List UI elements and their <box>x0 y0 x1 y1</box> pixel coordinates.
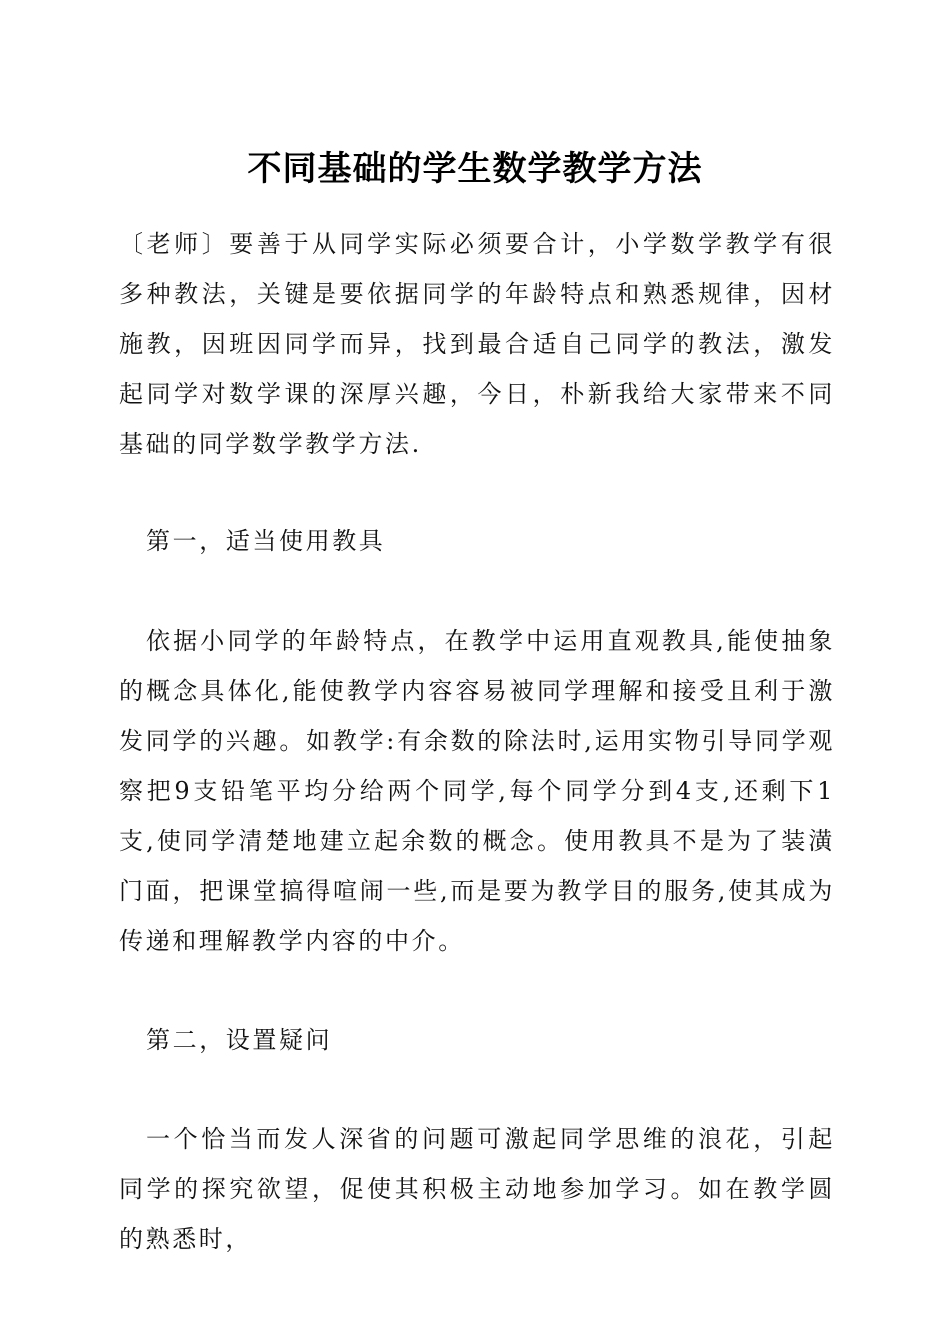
intro-paragraph: 〔老师〕要善于从同学实际必须要合计，小学数学教学有很多种教法，关键是要依据同学的年龄特点和熟悉规律，因材施教，因班因同学而异，找到最合适自己同学的教法，激发起同学对数学课的深厚兴趣，今日，朴新我给大家带来不同基础的同学数学教学方法. <box>119 230 835 458</box>
section-heading-2: 第二，设置疑问 <box>146 1026 333 1054</box>
section-heading-1: 第一，适当使用教具 <box>146 527 386 555</box>
document-title: 不同基础的学生数学教学方法 <box>247 149 703 189</box>
section-body-1: 依据小同学的年龄特点，在教学中运用直观教具,能使抽象的概念具体化,能使教学内容容易被同学理解和接受且利于激发同学的兴趣。如教学:有余数的除法时,运用实物引导同学观察把9支铅笔平均分给两个同学,每个同学分到4支,还剩下1支,使同学清楚地建立起余数的概念。使用教具不是为了装潢门面，把课堂搞得喧闹一些,而是要为教学目的服务,使其成为传递和理解教学内容的中介。 <box>119 627 835 955</box>
section-body-2: 一个恰当而发人深省的问题可激起同学思维的浪花，引起同学的探究欲望，促使其积极主动地参加学习。如在教学圆的熟悉时， <box>119 1125 835 1253</box>
